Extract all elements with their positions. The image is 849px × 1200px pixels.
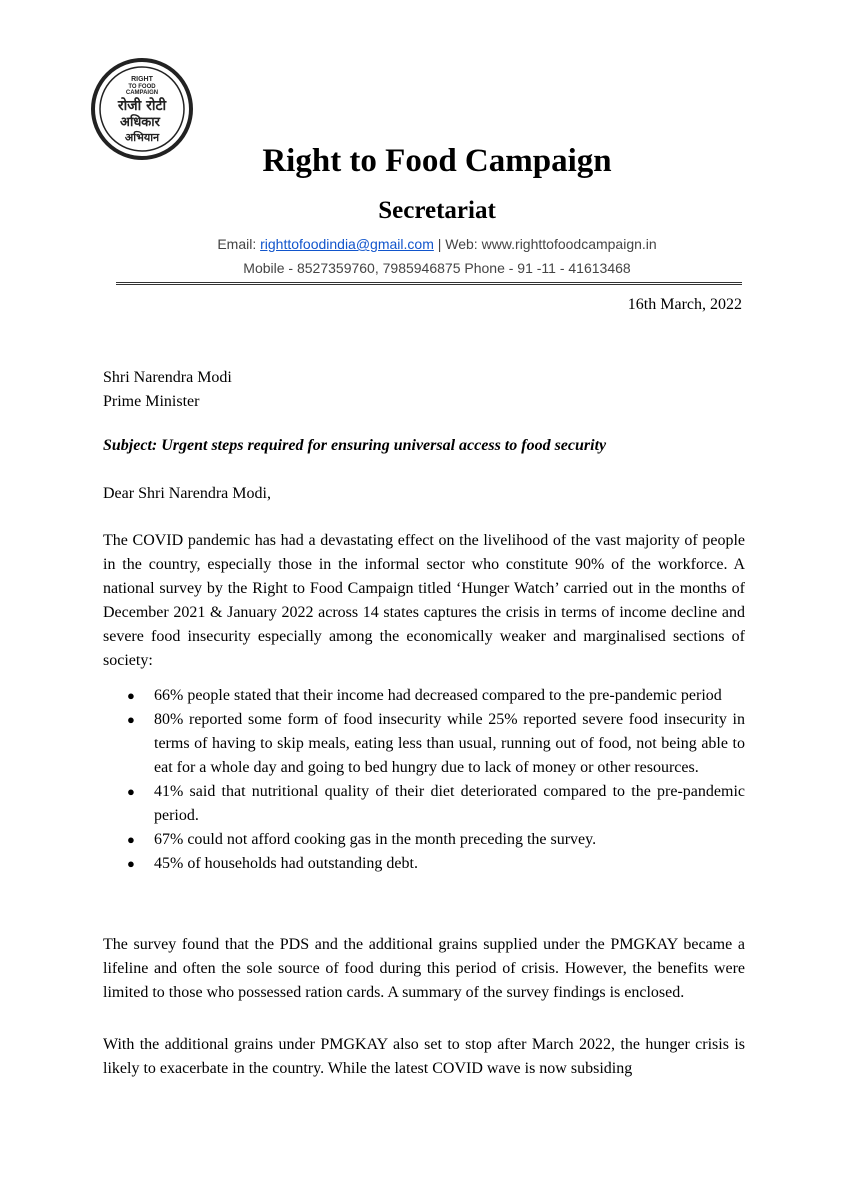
list-item-text: 67% could not afford cooking gas in the month preceding the survey. <box>154 831 597 848</box>
list-item-text: 66% people stated that their income had decreased compared to the pre-pandemic period <box>154 687 722 704</box>
bullet-icon: ● <box>127 784 135 799</box>
logo-text-en-3: CAMPAIGN <box>125 90 159 96</box>
list-item <box>103 684 745 708</box>
letter-subject: Subject: Urgent steps required for ensuring universal access to food security <box>103 437 607 454</box>
logo-text-hi-2: अधिकार <box>120 115 160 130</box>
list-item-text: 41% said that nutritional quality of their diet deteriorated compared to the pre-pandemic period. <box>154 783 745 824</box>
contact-line-phones: Mobile - 8527359760, 7985946875 Phone - 91 -11 - 41613468 <box>243 260 631 276</box>
list-item <box>103 828 745 852</box>
contact-line-email-web <box>0 236 849 252</box>
header-divider <box>116 282 742 285</box>
recipient-block <box>103 366 745 414</box>
recipient-title: Prime Minister <box>103 393 200 410</box>
list-item-text: 80% reported some form of food insecurity while 25% reported severe food insecurity in terms of having to skip meals, eating less than usual, running out of food, not being able to eat for a whole day and going to bed hungry due to lack of money or other resources. <box>154 711 745 776</box>
logo-text-hi-3: अभियान <box>124 131 160 144</box>
salutation: Dear Shri Narendra Modi, <box>103 485 271 502</box>
bullet-icon: ● <box>127 832 135 847</box>
email-label: Email: <box>217 236 261 252</box>
list-item-text: 45% of households had outstanding debt. <box>154 855 418 872</box>
list-item <box>103 708 745 780</box>
logo-text-en-2: TO FOOD <box>128 84 156 90</box>
paragraph-1: The COVID pandemic has had a devastating effect on the livelihood of the vast majority of people in the country, especially those in the informal sector who constitute 90% of the workforce. A national survey by the Right to Food Campaign titled ‘Hunger Watch’ carried out in the months of December 2021 & January 2022 across 14 states captures the crisis in terms of income decline and severe food insecurity especially among the economically weaker and marginalised sections of society: <box>103 532 745 669</box>
bullet-icon: ● <box>127 856 135 871</box>
web-text: | Web: www.righttofoodcampaign.in <box>433 236 657 252</box>
logo-text-hi-1: रोजी रोटी <box>117 98 167 114</box>
paragraph-3: With the additional grains under PMGKAY also set to stop after March 2022, the hunger crisis is likely to exacerbate in the country. While the latest COVID wave is now subsiding <box>103 1036 745 1077</box>
letter-date: 16th March, 2022 <box>627 296 742 313</box>
bullet-icon: ● <box>127 712 135 727</box>
paragraph-2: The survey found that the PDS and the additional grains supplied under the PMGKAY became a lifeline and often the sole source of food during this period of crisis. However, the benefits were limited to those who possessed ration cards. A summary of the survey findings is enclosed. <box>103 936 745 1001</box>
list-item <box>103 780 745 828</box>
list-item <box>103 852 745 876</box>
org-subtitle: Secretariat <box>378 197 496 224</box>
logo-text-en-1: RIGHT <box>131 76 153 83</box>
org-title: Right to Food Campaign <box>262 143 612 179</box>
bullet-icon: ● <box>127 688 135 703</box>
recipient-name: Shri Narendra Modi <box>103 369 232 386</box>
findings-list <box>103 684 745 876</box>
email-link[interactable]: righttofoodindia@gmail.com <box>260 236 434 252</box>
